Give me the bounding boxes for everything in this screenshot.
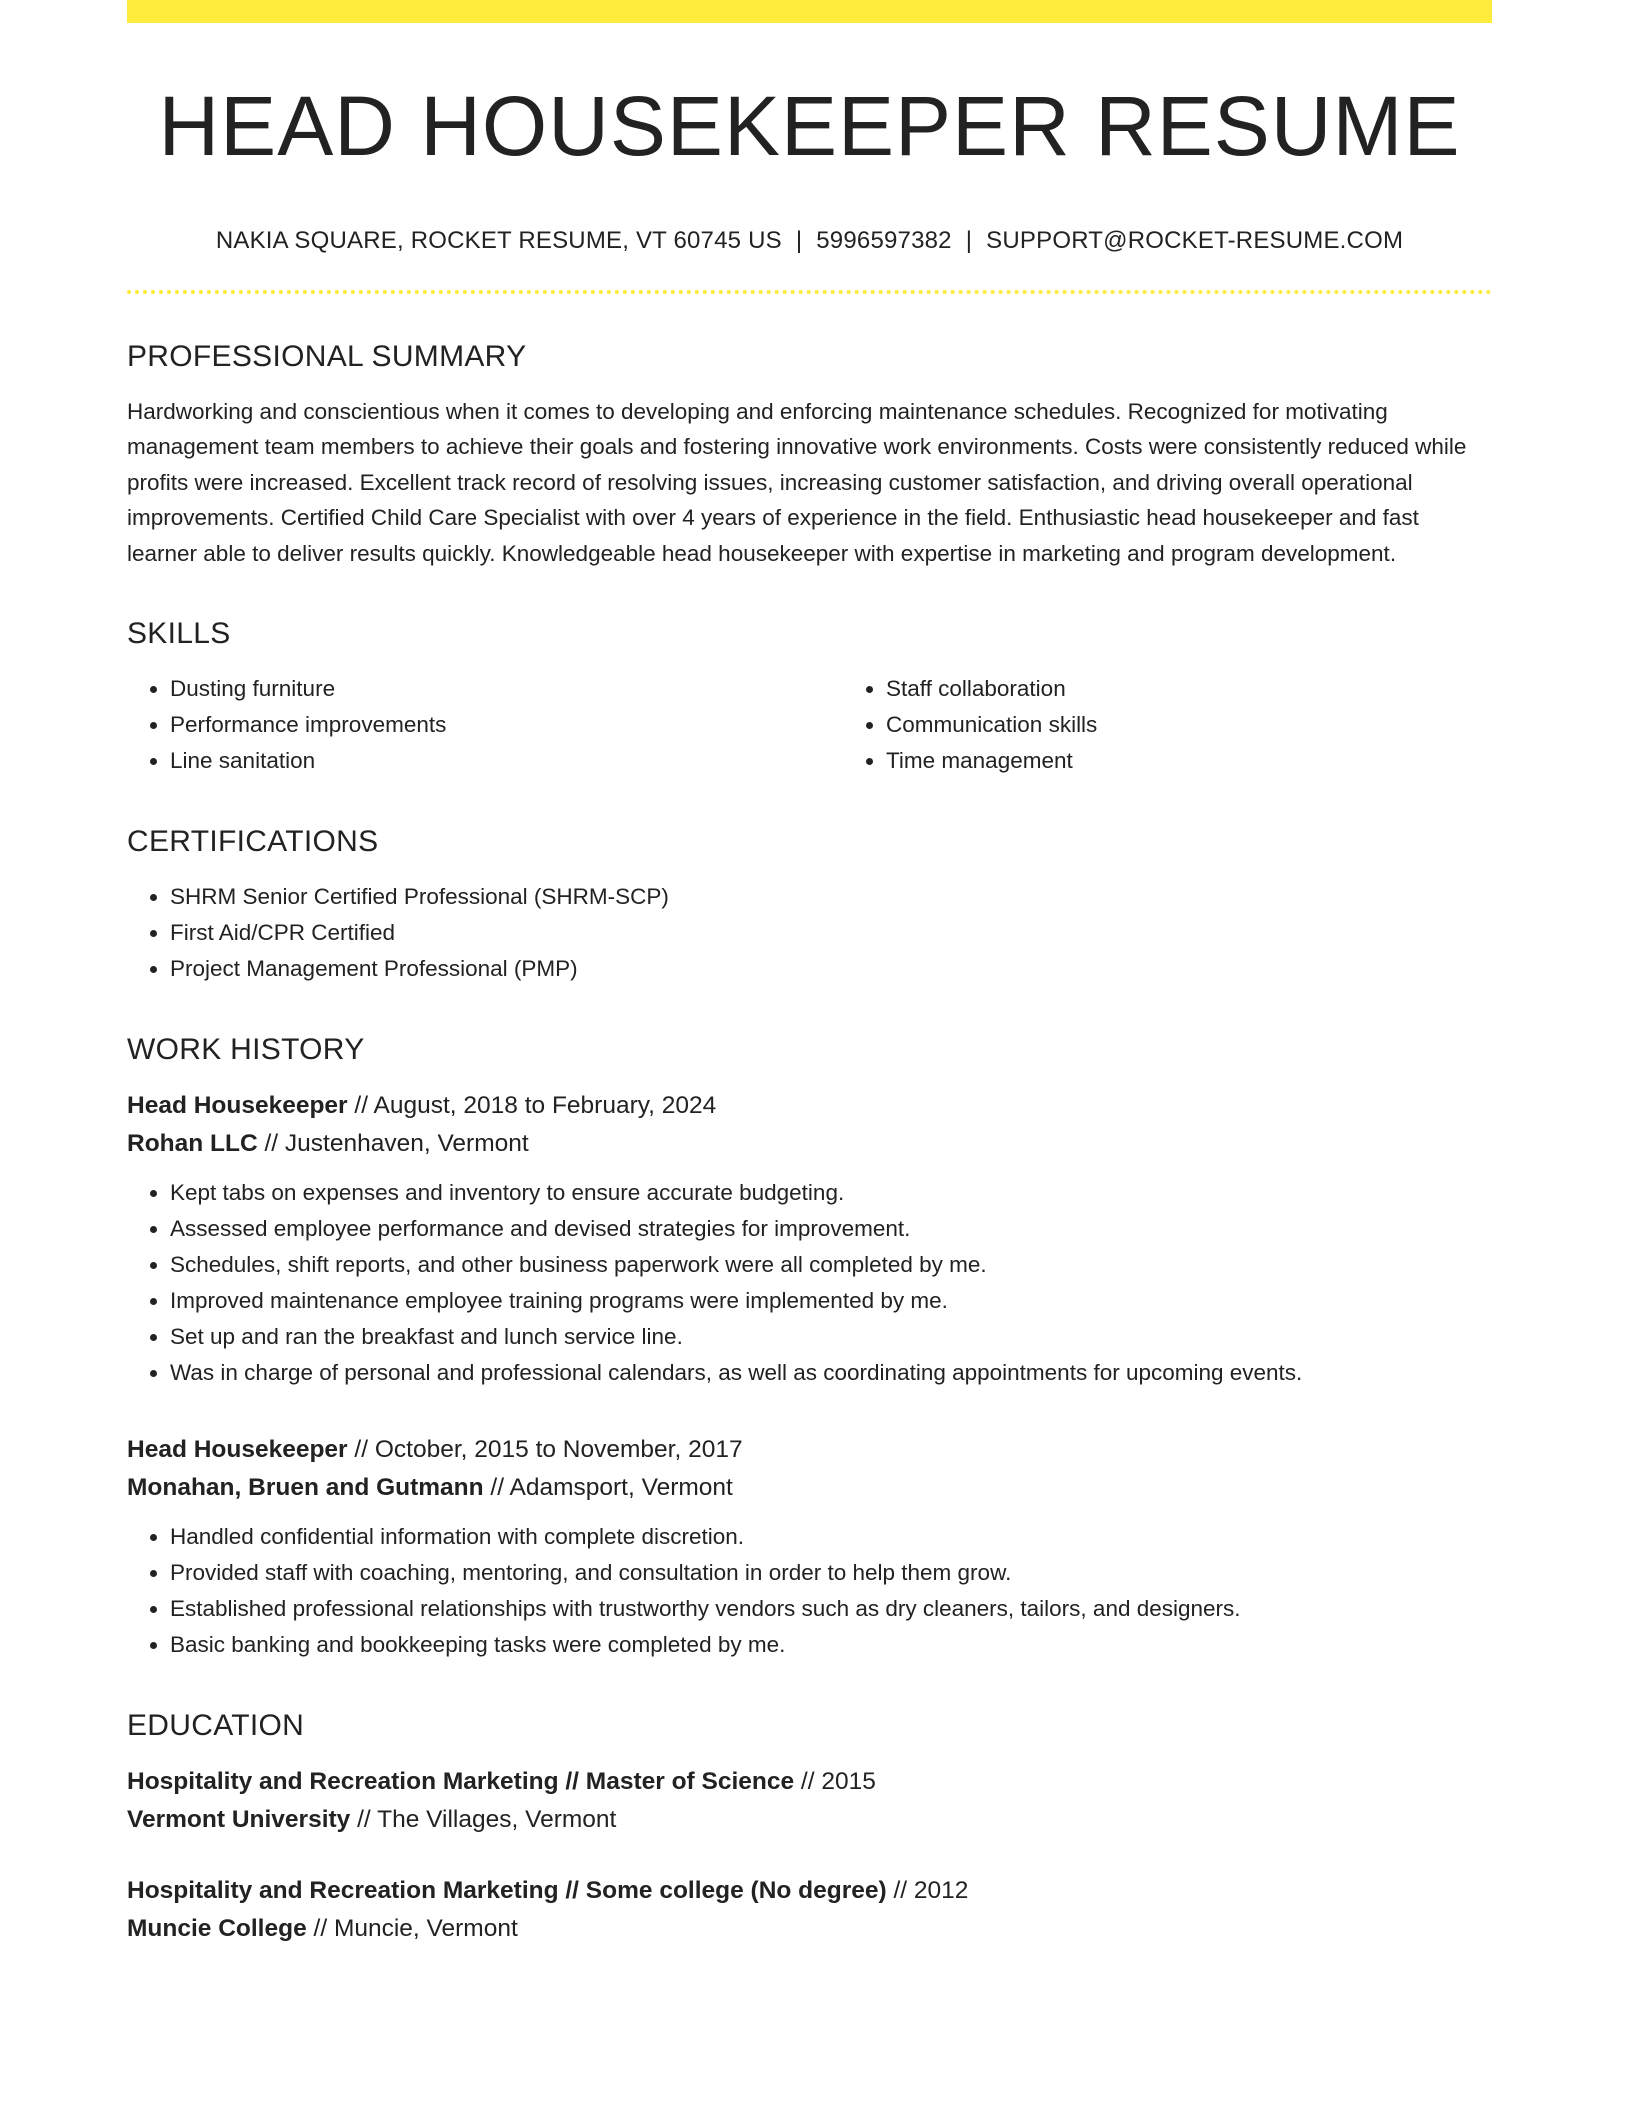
resume-page	[127, 0, 1492, 1948]
job-dates: October, 2015 to November, 2017	[374, 1436, 743, 1464]
summary-section	[127, 340, 1492, 572]
job-bullet: • Set up and ran the breakfast and lunch service line.	[170, 1319, 1492, 1355]
education-location: Muncie, Vermont	[333, 1915, 518, 1943]
job-title-line	[127, 1087, 1492, 1125]
education-degree-line	[127, 1763, 1492, 1801]
resume-title: HEAD HOUSEKEEPER RESUME	[158, 79, 1461, 173]
skill-item: • Line sanitation	[170, 743, 843, 779]
job-company-line	[127, 1125, 1492, 1163]
field-separator: //	[483, 1474, 510, 1502]
skills-list-right	[843, 671, 1559, 779]
section-heading-skills: SKILLS	[127, 617, 231, 651]
section-heading-work-history: WORK HISTORY	[127, 1033, 365, 1067]
job-location: Adamsport, Vermont	[509, 1474, 733, 1502]
job-bullet: • Was in charge of personal and professional calendars, as well as coordinating appointments for upcoming events.	[170, 1355, 1492, 1391]
summary-text: Hardworking and conscientious when it comes to developing and enforcing maintenance schedules. Recognized for motivating management team members to achieve their goals and fostering innovative work environments. Costs were consistently reduced while profits were increased. Excellent track record of resolving issues, increasing customer satisfaction, and driving overall operational improvements. Certified Child Care Specialist with over 4 years of experience in the field. Enthusiastic head housekeeper and fast learner able to deliver results quickly. Knowledgeable head housekeeper with expertise in marketing and program development.	[127, 398, 1467, 566]
certifications-section	[127, 825, 1492, 987]
job-bullets	[127, 1519, 1492, 1663]
certifications-list	[127, 879, 1492, 987]
skill-item: • Time management	[886, 743, 1559, 779]
education-location: The Villages, Vermont	[377, 1806, 617, 1834]
dotted-divider	[127, 290, 1492, 294]
education-entry	[127, 1872, 1492, 1948]
skill-item: • Dusting furniture	[170, 671, 843, 707]
skills-columns	[127, 671, 1492, 779]
job-company: Rohan LLC	[127, 1130, 258, 1158]
job-bullet: • Provided staff with coaching, mentoring, and consultation in order to help them grow.	[170, 1555, 1492, 1591]
contact-separator: |	[795, 226, 803, 254]
contact-separator: |	[965, 226, 973, 254]
job-location: Justenhaven, Vermont	[284, 1130, 529, 1158]
job-company: Monahan, Bruen and Gutmann	[127, 1474, 484, 1502]
contact-email[interactable]: SUPPORT@ROCKET-RESUME.COM	[986, 226, 1404, 254]
education-school-line	[127, 1910, 1492, 1948]
certification-item: • SHRM Senior Certified Professional (SHRM-SCP)	[170, 879, 1492, 915]
education-year: 2015	[821, 1768, 876, 1796]
education-school: Vermont University	[127, 1806, 351, 1834]
field-separator: //	[306, 1915, 334, 1943]
field-separator: //	[347, 1092, 374, 1120]
education-degree-line	[127, 1872, 1492, 1910]
job-bullet: • Established professional relationships with trustworthy vendors such as dry cleaners, tailors, and designers.	[170, 1591, 1492, 1627]
section-heading-certifications: CERTIFICATIONS	[127, 825, 379, 859]
job-bullet: • Basic banking and bookkeeping tasks were completed by me.	[170, 1627, 1492, 1663]
job-company-line	[127, 1469, 1492, 1507]
job-entry	[127, 1087, 1492, 1391]
work-history-section	[127, 1033, 1492, 1663]
job-bullet: • Handled confidential information with complete discretion.	[170, 1519, 1492, 1555]
education-degree: Hospitality and Recreation Marketing // Master of Science	[127, 1768, 795, 1796]
contact-phone: 5996597382	[816, 226, 952, 254]
education-section	[127, 1709, 1492, 1948]
job-dates: August, 2018 to February, 2024	[373, 1092, 717, 1120]
education-school-line	[127, 1801, 1492, 1839]
job-entry	[127, 1431, 1492, 1663]
field-separator: //	[350, 1806, 378, 1834]
section-heading-summary: PROFESSIONAL SUMMARY	[127, 339, 527, 373]
education-school: Muncie College	[127, 1915, 307, 1943]
job-bullet: • Assessed employee performance and devised strategies for improvement.	[170, 1211, 1492, 1247]
field-separator: //	[886, 1877, 914, 1905]
skill-item: • Communication skills	[886, 707, 1559, 743]
contact-line	[127, 227, 1492, 255]
job-bullet: • Improved maintenance employee training programs were implemented by me.	[170, 1283, 1492, 1319]
education-degree: Hospitality and Recreation Marketing // Some college (No degree)	[127, 1877, 887, 1905]
skill-item: • Performance improvements	[170, 707, 843, 743]
education-year: 2012	[913, 1877, 969, 1905]
job-bullets	[127, 1175, 1492, 1391]
accent-bar	[127, 0, 1492, 23]
certification-item: • Project Management Professional (PMP)	[170, 951, 1492, 987]
skills-list-left	[127, 671, 843, 779]
skill-item: • Staff collaboration	[886, 671, 1559, 707]
job-bullet: • Kept tabs on expenses and inventory to ensure accurate budgeting.	[170, 1175, 1492, 1211]
field-separator: //	[794, 1768, 822, 1796]
education-entry	[127, 1763, 1492, 1839]
job-title: Head Housekeeper	[127, 1436, 348, 1464]
job-bullet: • Schedules, shift reports, and other business paperwork were all completed by me.	[170, 1247, 1492, 1283]
certification-item: • First Aid/CPR Certified	[170, 915, 1492, 951]
job-title-line	[127, 1431, 1492, 1469]
job-title: Head Housekeeper	[127, 1092, 348, 1120]
skills-section	[127, 617, 1492, 779]
field-separator: //	[257, 1130, 285, 1158]
contact-address: NAKIA SQUARE, ROCKET RESUME, VT 60745 US	[215, 226, 782, 254]
field-separator: //	[347, 1436, 375, 1464]
section-heading-education: EDUCATION	[127, 1709, 305, 1743]
